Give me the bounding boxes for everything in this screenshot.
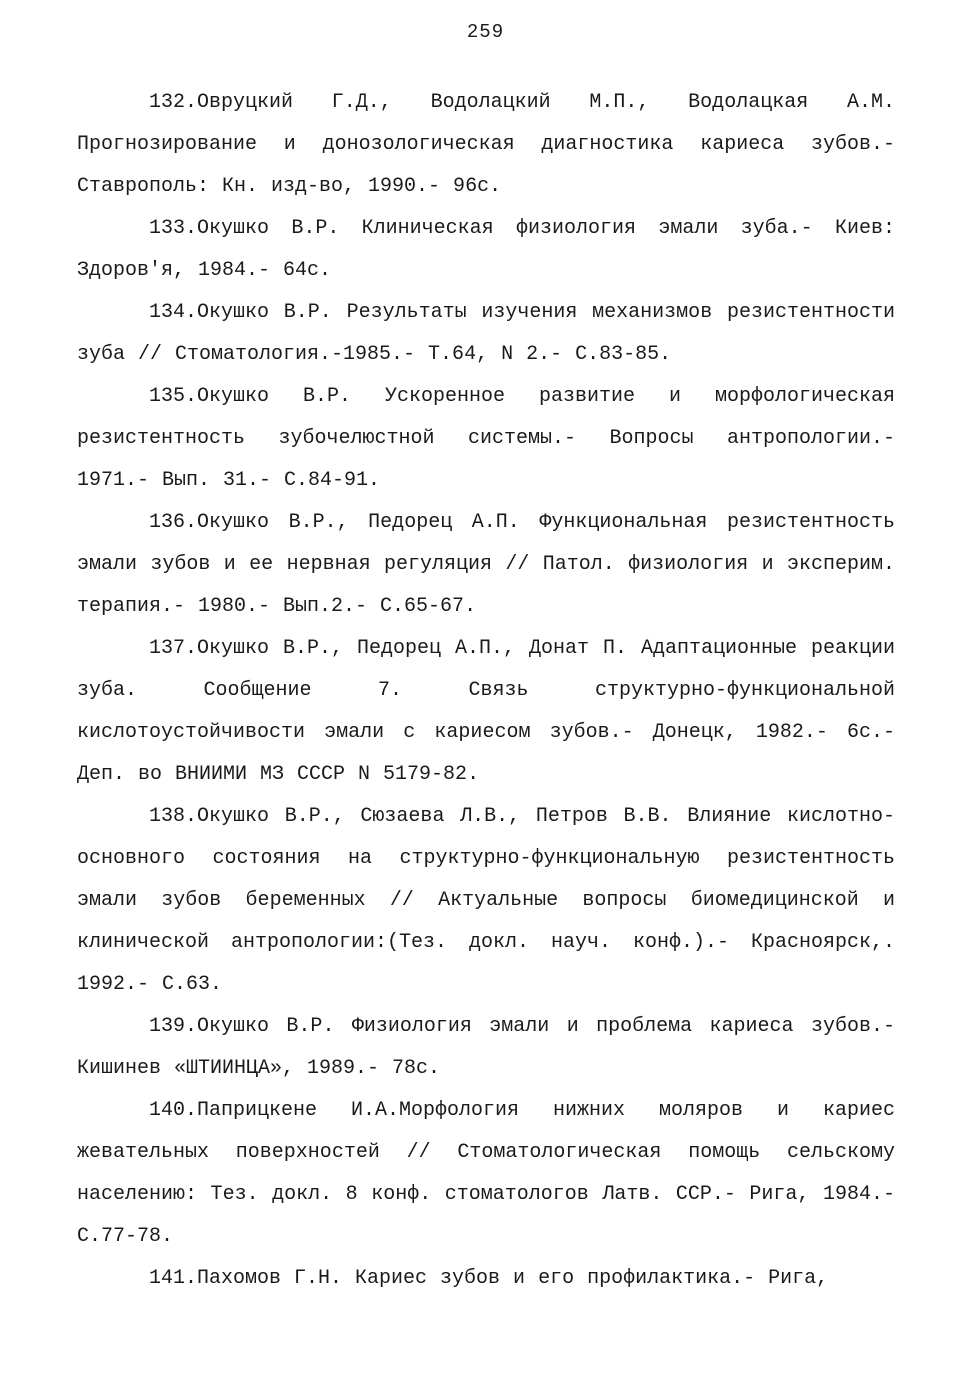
reference-list	[77, 82, 895, 1300]
reference-item-133: 133.Окушко В.Р. Клиническая физиология эмали зуба.- Киев: Здоров'я, 1984.- 64с.	[77, 217, 895, 282]
reference-item-134: 134.Окушко В.Р. Результаты изучения механизмов резистентности зуба // Стоматология.-1985.- Т.64, N 2.- С.83-85.	[77, 301, 895, 366]
reference-item-132: 132.Овруцкий Г.Д., Водолацкий М.П., Водолацкая А.М. Прогнозирование и донозологическая диагностика кариеса зубов.- Ставрополь: Кн. изд-во, 1990.- 96с.	[77, 91, 895, 198]
reference-item-135: 135.Окушко В.Р. Ускоренное развитие и морфологическая резистентность зубочелюстной системы.- Вопросы антропологии.- 1971.- Вып. 31.- С.84-91.	[77, 385, 895, 492]
reference-item-141: 141.Пахомов Г.Н. Кариес зубов и его профилактика.- Рига,	[149, 1267, 829, 1290]
reference-item-138: 138.Окушко В.Р., Сюзаева Л.В., Петров В.В. Влияние кислотно-основного состояния на структурно-функциональную резистентность эмали зубов беременных // Актуальные вопросы биомедицинской и клинической антропологии:(Тез. докл. науч. конф.).- Красноярск,. 1992.- С.63.	[77, 805, 895, 996]
reference-item-140: 140.Паприцкене И.А.Морфология нижних моляров и кариес жевательных поверхностей // Стоматологическая помощь сельскому населению: Тез. докл. 8 конф. стоматологов Латв. ССР.- Рига, 1984.- С.77-78.	[77, 1099, 895, 1248]
reference-item-136: 136.Окушко В.Р., Педорец А.П. Функциональная резистентность эмали зубов и ее нервная регуляция // Патол. физиология и эксперим. терапия.- 1980.- Вып.2.- С.65-67.	[77, 511, 895, 618]
page-number: 259	[466, 21, 505, 43]
reference-item-139: 139.Окушко В.Р. Физиология эмали и проблема кариеса зубов.- Кишинев «ШТИИНЦА», 1989.- 78с.	[77, 1015, 895, 1080]
reference-item-137: 137.Окушко В.Р., Педорец А.П., Донат П. Адаптационные реакции зуба. Сообщение 7. Связь структурно-функциональной кислотоустойчивости эмали с кариесом зубов.- Донецк, 1982.- 6с.- Деп. во ВНИИМИ МЗ СССР N 5179-82.	[77, 637, 895, 786]
